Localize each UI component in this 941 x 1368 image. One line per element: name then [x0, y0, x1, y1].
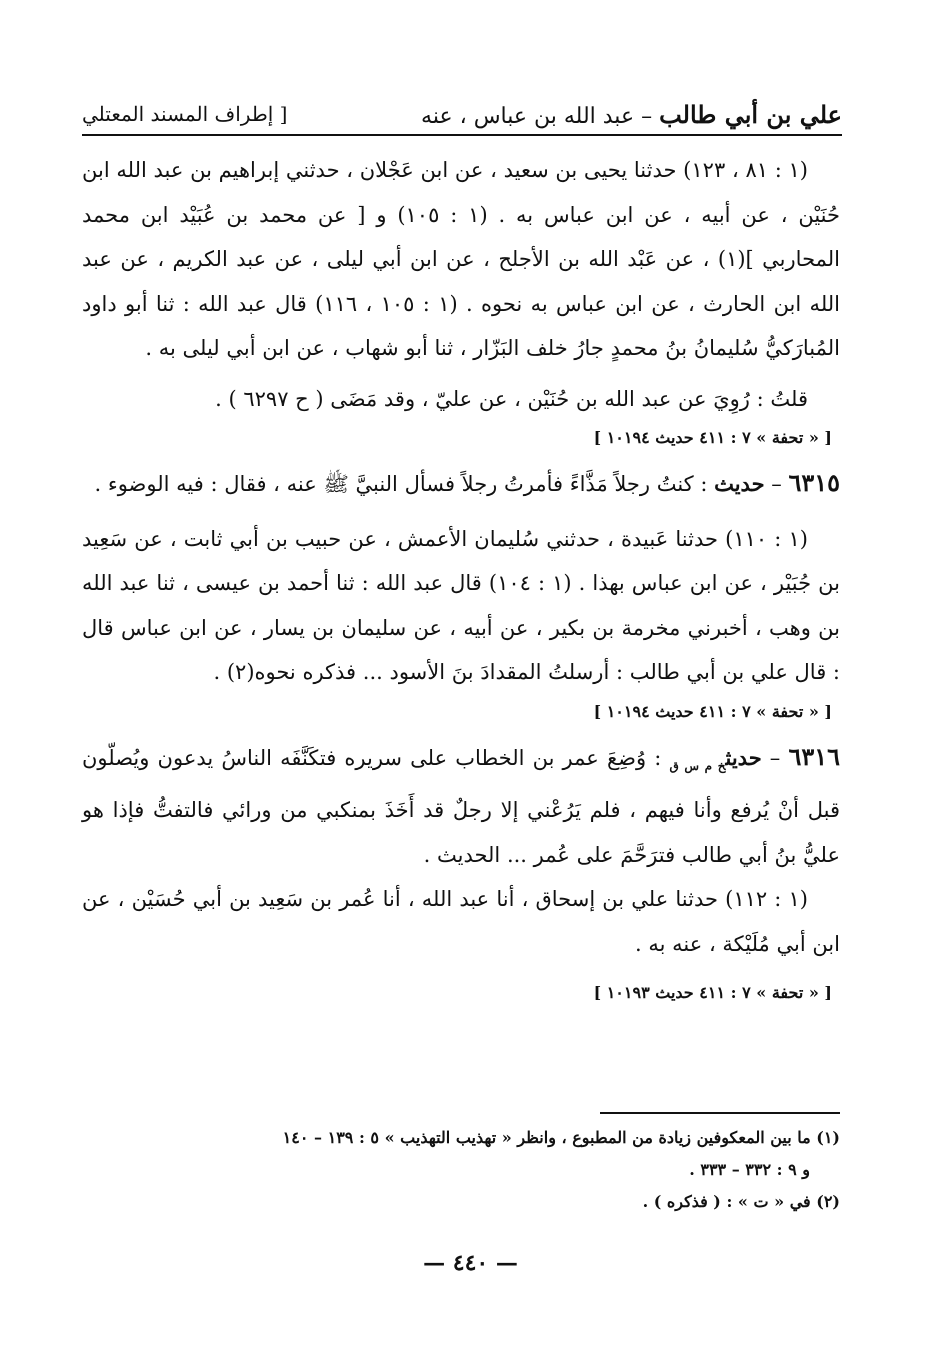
isnad-paragraph-2: (١ : ١١٠) حدثنا عَبيدة ، حدثني سُليمان الأعمش ، عن حبيب بن أبي ثابت ، عن سَعِيد بن جُبَيْر ، عن ابن عباس بهذا . (١ : ١٠٤) قال عبد الله : ثنا أحمد بن عيسى ، ثنا عبد الله بن وهب ، أخبرني مخرمة بن بكير ، عن أبيه ، عن سليمان بن يسار ، عن ابن عباس قال : قال علي بن أبي طالب : أرسلتُ المقدادَ بنَ الأسود ... فذكره نحوه(٢) .: [82, 526, 840, 684]
main-content: [82, 148, 840, 1010]
tuhfa-reference-3: [ « تحفة » ٧ : ٤١١ حديث ١٠١٩٣ ]: [593, 983, 832, 1003]
spacer: [82, 966, 840, 976]
footnote-1-line-2: و ٩ : ٣٣٢ – ٣٣٣ .: [689, 1160, 810, 1179]
header-section-title-rest: – عبد الله بن عباس ، عنه: [421, 104, 660, 129]
hadith-number: ٦٣١٦: [788, 741, 840, 771]
hadith-6316: [82, 735, 840, 878]
isnad-paragraph-1: (١ : ٨١ ، ١٢٣) حدثنا يحيى بن سعيد ، عن ابن عَجْلان ، حدثني إبراهيم بن عبد الله ابن حُنَيْن ، عن أبيه ، عن ابن عباس به . (١ : ١٠٥) و [ عن محمد بن عُبَيْد ابن محمد المحاربي ](١) ، عن عَبْد الله بن الأجلح ، عن ابن أبي ليلى ، عن عبد الكريم ، عن عبد الله ابن الحارث ، عن ابن عباس به نحوه . (١ : ١٠٥ ، ١١٦) قال عبد الله : ثنا أبو داود المُبارَكيُّ سُليمانُ بنُ محمدٍ جارُ خلف البَزّار ، ثنا أبو شهاب ، عن ابن أبي ليلى به .: [82, 158, 840, 360]
hadith-number: ٦٣١٥: [788, 468, 840, 497]
header-section-title-bold: علي بن أبي طالب: [659, 100, 842, 129]
hadith-dash: –: [761, 745, 789, 770]
footnote-2: (٢) في « ت » : ( فذكره ) .: [642, 1192, 840, 1211]
footnote-1-line-1: (١) ما بين المعكوفين زيادة من المطبوع ، وانظر « تهذيب التهذيب » ٥ : ١٣٩ – ١٤٠: [282, 1128, 840, 1147]
hadith-text: : وُضِعَ عمر بن الخطاب على سريره فتكَنَّفَه الناسُ يدعون ويُصلّون قبل أنْ يُرفع وأنا فيهم ، فلم يَرُعْني إلا رجلٌ قد أَخَذَ بمنكبي من ورائي فالتفتُّ فإذا هو عليُّ بنُ أبي طالب فترَحَّمَ على عُمر ... الحديث .: [82, 745, 840, 867]
hadith-6315: [82, 461, 840, 507]
header-rule: [82, 134, 842, 136]
page-number: — ٤٤٠ —: [423, 1250, 518, 1276]
footnote-rule: [600, 1112, 840, 1114]
hadith-dash: –: [764, 472, 789, 496]
tuhfa-reference-2: [ « تحفة » ٧ : ٤١١ حديث ١٠١٩٤ ]: [593, 701, 832, 721]
isnad-paragraph-3: (١ : ١١٢) حدثنا علي بن إسحاق ، أنا عبد الله ، أنا عُمر بن سَعِيد بن أبي حُسَيْن ، عن ابن أبي مُلَيْكة ، عنه به .: [82, 887, 840, 956]
hadith-label: حديث: [725, 744, 762, 770]
hadith-label: حديث: [714, 471, 765, 496]
hadith-text: : كنتُ رجلاً مَذَّاءً فأمرتُ رجلاً فسأل النبيَّ ﷺ عنه ، فقال : فيه الوضوء .: [94, 472, 715, 496]
footnotes: [82, 1112, 840, 1218]
running-header: [82, 92, 842, 136]
tuhfa-reference-1: [ « تحفة » ٧ : ٤١١ حديث ١٠١٩٤ ]: [593, 428, 832, 447]
footnote-1: [82, 1122, 840, 1186]
author-note: قلتُ : رُوِيَ عن عبد الله بن حُنَيْن ، عن عليّ ، وقد مَضَى ( ح ٦٢٩٧ ) .: [215, 386, 808, 411]
header-book-title: [ إطراف المسند المعتلي: [82, 102, 288, 126]
spacer: [82, 507, 840, 517]
header-section-title: [421, 100, 842, 129]
hadith-sigla: خ م س ق: [669, 758, 726, 773]
